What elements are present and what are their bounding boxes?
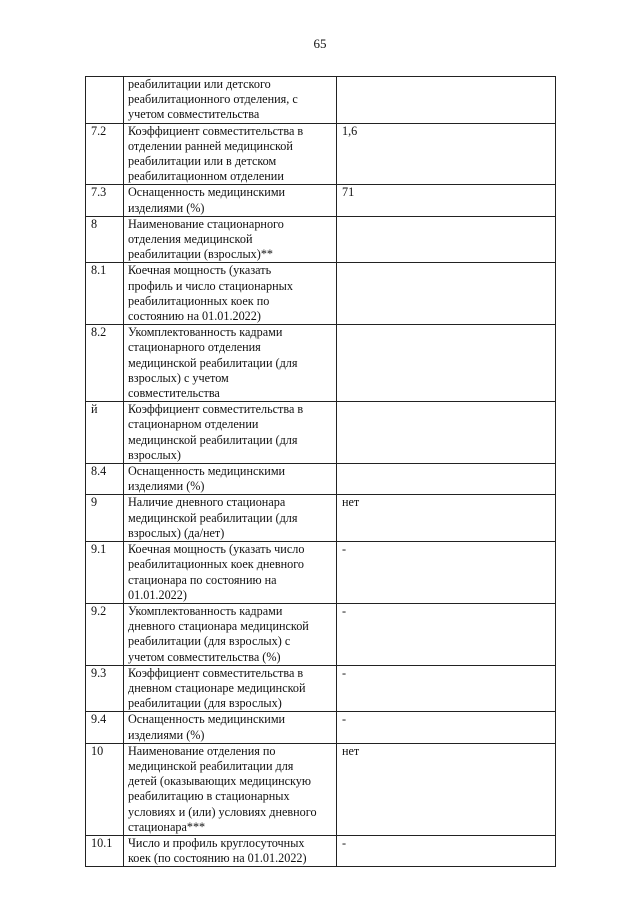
row-description: Число и профиль круглосуточных коек (по состоянию на 01.01.2022): [128, 835, 307, 866]
row-number: й: [91, 402, 98, 417]
row-description: Наличие дневного стационара медицинской реабилитации (для взрослых) (да/нет): [128, 495, 298, 540]
row-number: 7.3: [91, 185, 107, 200]
table-row: [86, 402, 556, 464]
table-row: [86, 77, 556, 124]
row-description-cell: [124, 835, 337, 866]
row-value-cell: [337, 402, 556, 464]
row-description-cell: [124, 216, 337, 263]
row-value: -: [342, 712, 347, 727]
row-value-cell: [337, 542, 556, 604]
row-value: нет: [342, 495, 360, 510]
row-description: Коечная мощность (указать профиль и число стационарных реабилитационных коек по состоянию на 01.01.2022): [128, 263, 293, 324]
row-description: Укомплектованность кадрами стационарного отделения медицинской реабилитации (для взрослых) с учетом совместительства: [128, 325, 298, 401]
table-row: [86, 665, 556, 712]
row-value-cell: [337, 743, 556, 835]
row-number-cell: [86, 123, 124, 185]
row-number: 8.4: [91, 464, 107, 479]
row-description: Коечная мощность (указать число реабилитационных коек дневного стационара по состоянию на 01.01.2022): [128, 542, 305, 602]
table-row: [86, 325, 556, 402]
row-number-cell: [86, 77, 124, 124]
row-description-cell: [124, 77, 337, 124]
row-number: 9.4: [91, 712, 107, 727]
row-number-cell: [86, 743, 124, 835]
row-number: 10.1: [91, 835, 113, 850]
table-row: [86, 743, 556, 835]
row-description-cell: [124, 603, 337, 665]
row-description-cell: [124, 665, 337, 712]
row-number: 8.2: [91, 325, 107, 340]
row-number-cell: [86, 402, 124, 464]
row-description: Укомплектованность кадрами дневного стационара медицинской реабилитации (для взрослых) с учетом совместительства (%): [128, 603, 309, 664]
row-number: 9.2: [91, 603, 107, 618]
row-description-cell: [124, 402, 337, 464]
row-value-cell: [337, 665, 556, 712]
row-description: Коэффициент совместительства в стационарном отделении медицинской реабилитации (для взрослых): [128, 402, 304, 462]
row-value: -: [342, 665, 347, 680]
row-number-cell: [86, 495, 124, 542]
page-number: 65: [313, 36, 327, 51]
row-number: 10: [91, 743, 104, 758]
table-row: [86, 216, 556, 263]
row-description-cell: [124, 712, 337, 743]
table-row: [86, 835, 556, 866]
row-description-cell: [124, 123, 337, 185]
table-row: [86, 185, 556, 216]
row-value-cell: [337, 123, 556, 185]
row-description-cell: [124, 542, 337, 604]
row-number: 9.3: [91, 665, 107, 680]
row-value-cell: [337, 603, 556, 665]
row-value-cell: [337, 263, 556, 325]
row-number-cell: [86, 263, 124, 325]
row-description-cell: [124, 263, 337, 325]
row-number-cell: [86, 835, 124, 866]
row-description-cell: [124, 325, 337, 402]
rehabilitation-table: [85, 76, 556, 867]
table-row: [86, 603, 556, 665]
row-value: -: [342, 603, 347, 618]
row-number-cell: [86, 464, 124, 495]
row-value-cell: [337, 77, 556, 124]
table-row: [86, 464, 556, 495]
row-value: нет: [342, 743, 360, 758]
table-row: [86, 542, 556, 604]
table-row: [86, 123, 556, 185]
row-description-cell: [124, 185, 337, 216]
row-number: 7.2: [91, 123, 107, 138]
table-row: [86, 495, 556, 542]
row-value-cell: [337, 216, 556, 263]
row-description: Оснащенность медицинскими изделиями (%): [128, 185, 286, 215]
row-description-cell: [124, 743, 337, 835]
row-number-cell: [86, 712, 124, 743]
row-description: Оснащенность медицинскими изделиями (%): [128, 712, 286, 742]
row-description: Коэффициент совместительства в дневном стационаре медицинской реабилитации (для взрослых): [128, 665, 306, 711]
row-value: -: [342, 542, 347, 557]
row-value: 1,6: [342, 123, 358, 138]
row-number: 8.1: [91, 263, 107, 278]
table-row: [86, 263, 556, 325]
row-value-cell: [337, 835, 556, 866]
row-number: 9.1: [91, 542, 107, 557]
row-number-cell: [86, 185, 124, 216]
row-number-cell: [86, 216, 124, 263]
row-description: Оснащенность медицинскими изделиями (%): [128, 464, 286, 494]
row-number: 9: [91, 495, 98, 510]
row-value-cell: [337, 464, 556, 495]
row-value-cell: [337, 185, 556, 216]
table-row: [86, 712, 556, 743]
row-description: Наименование отделения по медицинской реабилитации для детей (оказывающих медицинскую реабилитацию в стационарных условиях и (или) условиях дневного стационара***: [128, 743, 317, 834]
row-value: 71: [342, 185, 355, 200]
table-body: [86, 77, 556, 867]
row-description: реабилитации или детского реабилитационного отделения, с учетом совместительства: [128, 77, 298, 122]
row-value-cell: [337, 712, 556, 743]
row-number-cell: [86, 325, 124, 402]
row-value: -: [342, 835, 347, 850]
row-description-cell: [124, 464, 337, 495]
row-description: Наименование стационарного отделения медицинской реабилитации (взрослых)**: [128, 216, 284, 262]
row-number-cell: [86, 665, 124, 712]
row-description: Коэффициент совместительства в отделении ранней медицинской реабилитации или в детском реабилитационном отделении: [128, 123, 304, 184]
row-number-cell: [86, 542, 124, 604]
row-number: 8: [91, 216, 98, 231]
row-number-cell: [86, 603, 124, 665]
row-value-cell: [337, 495, 556, 542]
row-description-cell: [124, 495, 337, 542]
row-value-cell: [337, 325, 556, 402]
